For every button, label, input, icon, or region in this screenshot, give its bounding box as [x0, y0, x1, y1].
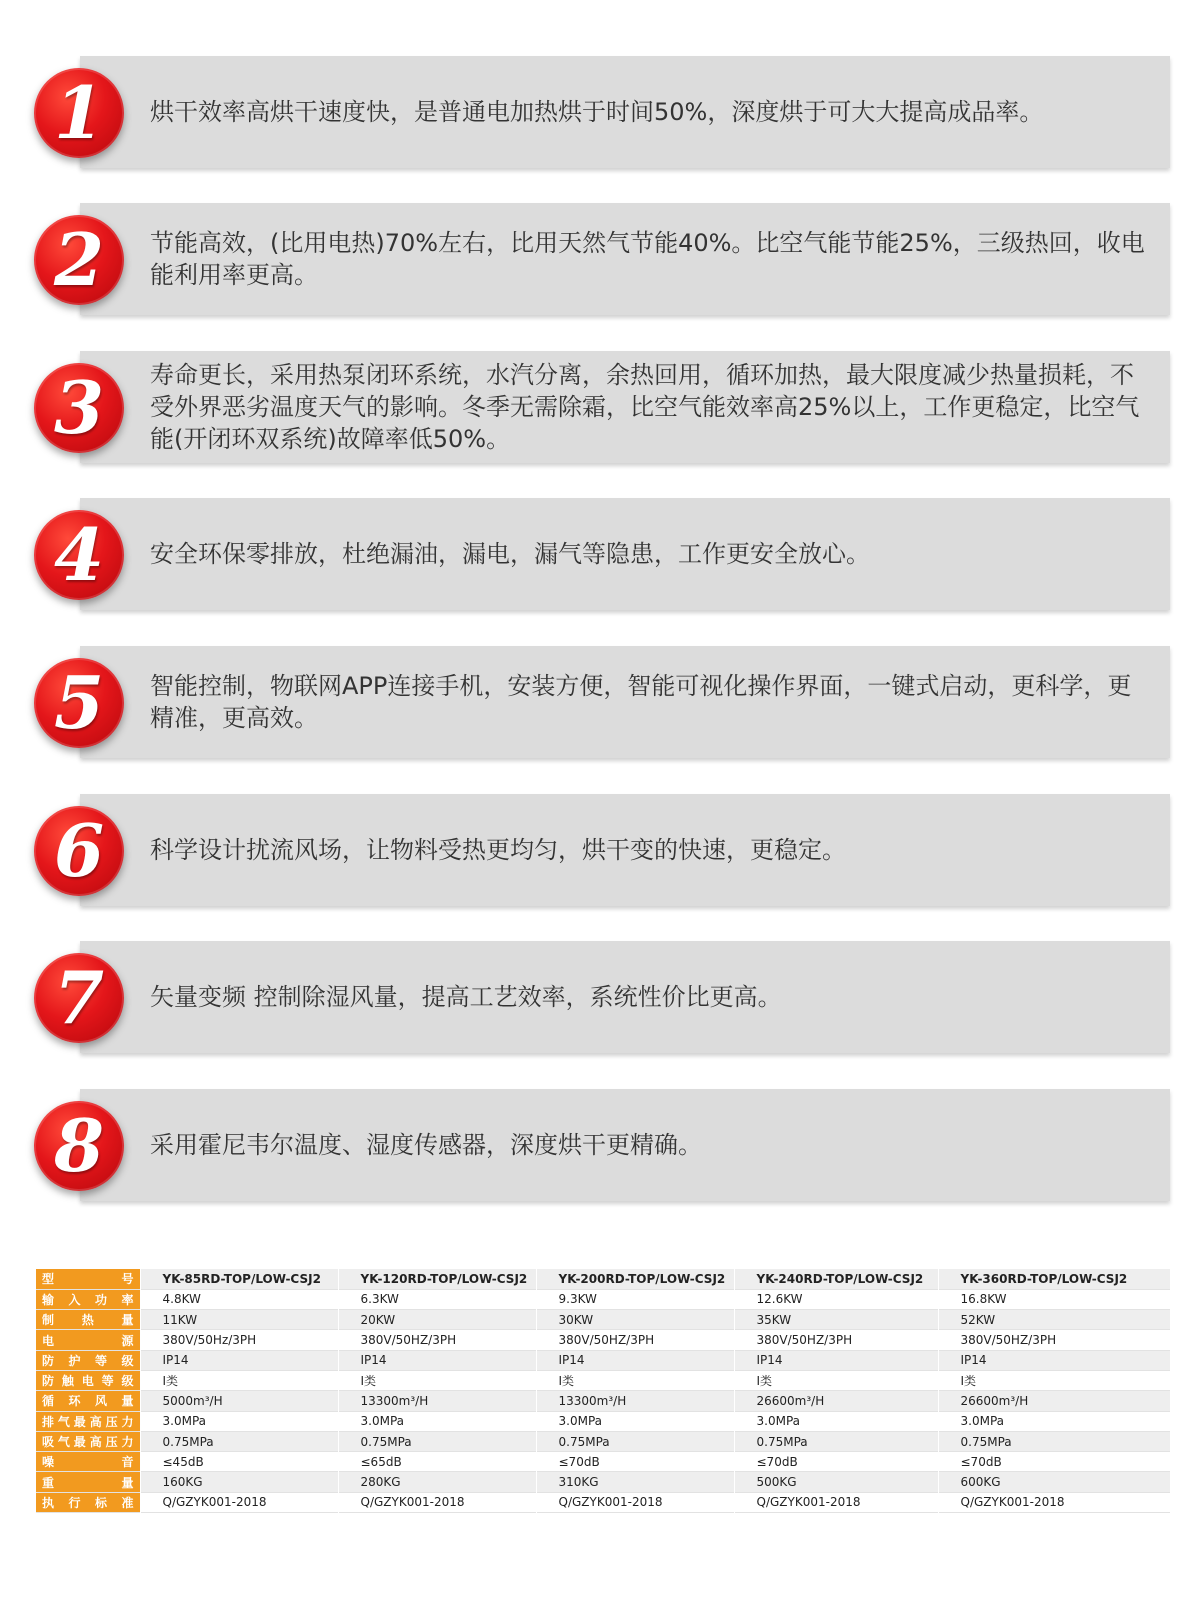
spec-value: 380V/50Hz/3PH [140, 1330, 338, 1350]
feature-item [0, 203, 1200, 315]
spec-value: 26600m³/H [734, 1391, 938, 1411]
spec-row [36, 1269, 1170, 1289]
spec-value: 20KW [338, 1310, 536, 1330]
spec-value: IP14 [140, 1350, 338, 1370]
spec-value: 380V/50HZ/3PH [338, 1330, 536, 1350]
spec-value: 16.8KW [938, 1289, 1170, 1309]
spec-value: Q/GZYK001-2018 [536, 1492, 734, 1512]
spec-label: 电源 [36, 1330, 140, 1350]
spec-value: YK-240RD-TOP/LOW-CSJ2 [734, 1269, 938, 1289]
number-badge-icon [34, 953, 124, 1043]
feature-text: 烘干效率高烘干速度快，是普通电加热烘于时间50%，深度烘于可大大提高成品率。 [150, 98, 1044, 126]
spec-value: ≤70dB [734, 1452, 938, 1472]
feature-number: 5 [53, 660, 105, 745]
spec-value: 380V/50HZ/3PH [734, 1330, 938, 1350]
spec-value: 12.6KW [734, 1289, 938, 1309]
spec-row [36, 1310, 1170, 1330]
feature-text: 智能控制，物联网APP连接手机，安装方便，智能可视化操作界面，一键式启动，更科学，更精准，更高效。 [150, 672, 1132, 732]
number-badge-icon [34, 215, 124, 305]
spec-label: 循环风量 [36, 1391, 140, 1411]
spec-value: 5000m³/H [140, 1391, 338, 1411]
spec-value: IP14 [536, 1350, 734, 1370]
spec-value: 280KG [338, 1472, 536, 1492]
spec-value: 3.0MPa [140, 1411, 338, 1431]
spec-value: YK-85RD-TOP/LOW-CSJ2 [140, 1269, 338, 1289]
spec-row [36, 1391, 1170, 1411]
feature-text: 采用霍尼韦尔温度、湿度传感器，深度烘干更精确。 [150, 1131, 702, 1159]
feature-text: 节能高效，(比用电热)70%左右，比用天然气节能40%。比空气能节能25%，三级热回，收电能利用率更高。 [150, 229, 1145, 289]
feature-item [0, 646, 1200, 758]
feature-item [0, 351, 1200, 463]
feature-item [0, 941, 1200, 1053]
spec-value: 0.75MPa [938, 1431, 1170, 1451]
spec-value: 310KG [536, 1472, 734, 1492]
feature-item [0, 498, 1200, 610]
spec-value: 26600m³/H [938, 1391, 1170, 1411]
feature-number: 6 [53, 808, 105, 893]
spec-label: 输入功率 [36, 1289, 140, 1309]
spec-row [36, 1452, 1170, 1472]
spec-label: 执行标准 [36, 1492, 140, 1512]
spec-value: 3.0MPa [734, 1411, 938, 1431]
spec-value: 500KG [734, 1472, 938, 1492]
spec-row [36, 1370, 1170, 1390]
feature-number: 8 [53, 1103, 105, 1188]
spec-label: 型号 [36, 1269, 140, 1289]
spec-value: 160KG [140, 1472, 338, 1492]
number-badge-icon [34, 806, 124, 896]
spec-value: 380V/50HZ/3PH [536, 1330, 734, 1350]
feature-number: 1 [53, 70, 105, 155]
spec-value: 9.3KW [536, 1289, 734, 1309]
spec-label: 重量 [36, 1472, 140, 1492]
spec-value: Q/GZYK001-2018 [734, 1492, 938, 1512]
spec-value: ≤45dB [140, 1452, 338, 1472]
spec-row [36, 1411, 1170, 1431]
feature-item [0, 1089, 1200, 1201]
spec-value: 52KW [938, 1310, 1170, 1330]
spec-value: 6.3KW [338, 1289, 536, 1309]
spec-value: I类 [938, 1370, 1170, 1390]
spec-value: YK-120RD-TOP/LOW-CSJ2 [338, 1269, 536, 1289]
spec-row [36, 1492, 1170, 1512]
feature-text: 寿命更长，采用热泵闭环系统，水汽分离，余热回用，循环加热，最大限度减少热量损耗，不受外界恶劣温度天气的影响。冬季无需除霜，比空气能效率高25%以上，工作更稳定，比空气能(开闭环双系统)故障率低50%。 [150, 361, 1140, 453]
number-badge-icon [34, 363, 124, 453]
spec-value: IP14 [734, 1350, 938, 1370]
spec-value: 600KG [938, 1472, 1170, 1492]
spec-label: 噪音 [36, 1452, 140, 1472]
feature-number: 4 [53, 512, 105, 597]
feature-text: 矢量变频 控制除湿风量，提高工艺效率，系统性价比更高。 [150, 983, 782, 1011]
feature-number: 3 [53, 365, 105, 450]
spec-row [36, 1350, 1170, 1370]
spec-value: I类 [734, 1370, 938, 1390]
spec-label: 吸气最高压力 [36, 1431, 140, 1451]
number-badge-icon [34, 658, 124, 748]
feature-text: 安全环保零排放，杜绝漏油，漏电，漏气等隐患，工作更安全放心。 [150, 540, 870, 568]
spec-value: 3.0MPa [536, 1411, 734, 1431]
spec-value: I类 [140, 1370, 338, 1390]
spec-value: YK-200RD-TOP/LOW-CSJ2 [536, 1269, 734, 1289]
spec-value: 13300m³/H [338, 1391, 536, 1411]
spec-label: 排气最高压力 [36, 1411, 140, 1431]
spec-value: ≤65dB [338, 1452, 536, 1472]
spec-value: ≤70dB [536, 1452, 734, 1472]
spec-row [36, 1330, 1170, 1350]
number-badge-icon [34, 1101, 124, 1191]
feature-item [0, 794, 1200, 906]
spec-value: 3.0MPa [938, 1411, 1170, 1431]
spec-row [36, 1431, 1170, 1451]
spec-value: ≤70dB [938, 1452, 1170, 1472]
spec-label: 制热量 [36, 1310, 140, 1330]
spec-row [36, 1289, 1170, 1309]
spec-value: YK-360RD-TOP/LOW-CSJ2 [938, 1269, 1170, 1289]
spec-value: 0.75MPa [140, 1431, 338, 1451]
spec-value: 380V/50HZ/3PH [938, 1330, 1170, 1350]
spec-value: 3.0MPa [338, 1411, 536, 1431]
spec-row [36, 1472, 1170, 1492]
spec-value: Q/GZYK001-2018 [938, 1492, 1170, 1512]
spec-value: Q/GZYK001-2018 [140, 1492, 338, 1512]
spec-value: 0.75MPa [338, 1431, 536, 1451]
spec-value: 4.8KW [140, 1289, 338, 1309]
spec-label: 防护等级 [36, 1350, 140, 1370]
feature-text: 科学设计扰流风场，让物料受热更均匀，烘干变的快速，更稳定。 [150, 836, 846, 864]
spec-value: 30KW [536, 1310, 734, 1330]
spec-table [36, 1269, 1170, 1513]
feature-number: 7 [53, 955, 105, 1040]
spec-value: 0.75MPa [536, 1431, 734, 1451]
spec-value: 11KW [140, 1310, 338, 1330]
number-badge-icon [34, 510, 124, 600]
number-badge-icon [34, 68, 124, 158]
spec-value: Q/GZYK001-2018 [338, 1492, 536, 1512]
spec-label: 防触电等级 [36, 1370, 140, 1390]
spec-value: 0.75MPa [734, 1431, 938, 1451]
feature-number: 2 [53, 217, 105, 302]
feature-item [0, 56, 1200, 168]
spec-value: I类 [338, 1370, 536, 1390]
spec-value: I类 [536, 1370, 734, 1390]
spec-value: 13300m³/H [536, 1391, 734, 1411]
spec-value: 35KW [734, 1310, 938, 1330]
spec-value: IP14 [938, 1350, 1170, 1370]
spec-value: IP14 [338, 1350, 536, 1370]
